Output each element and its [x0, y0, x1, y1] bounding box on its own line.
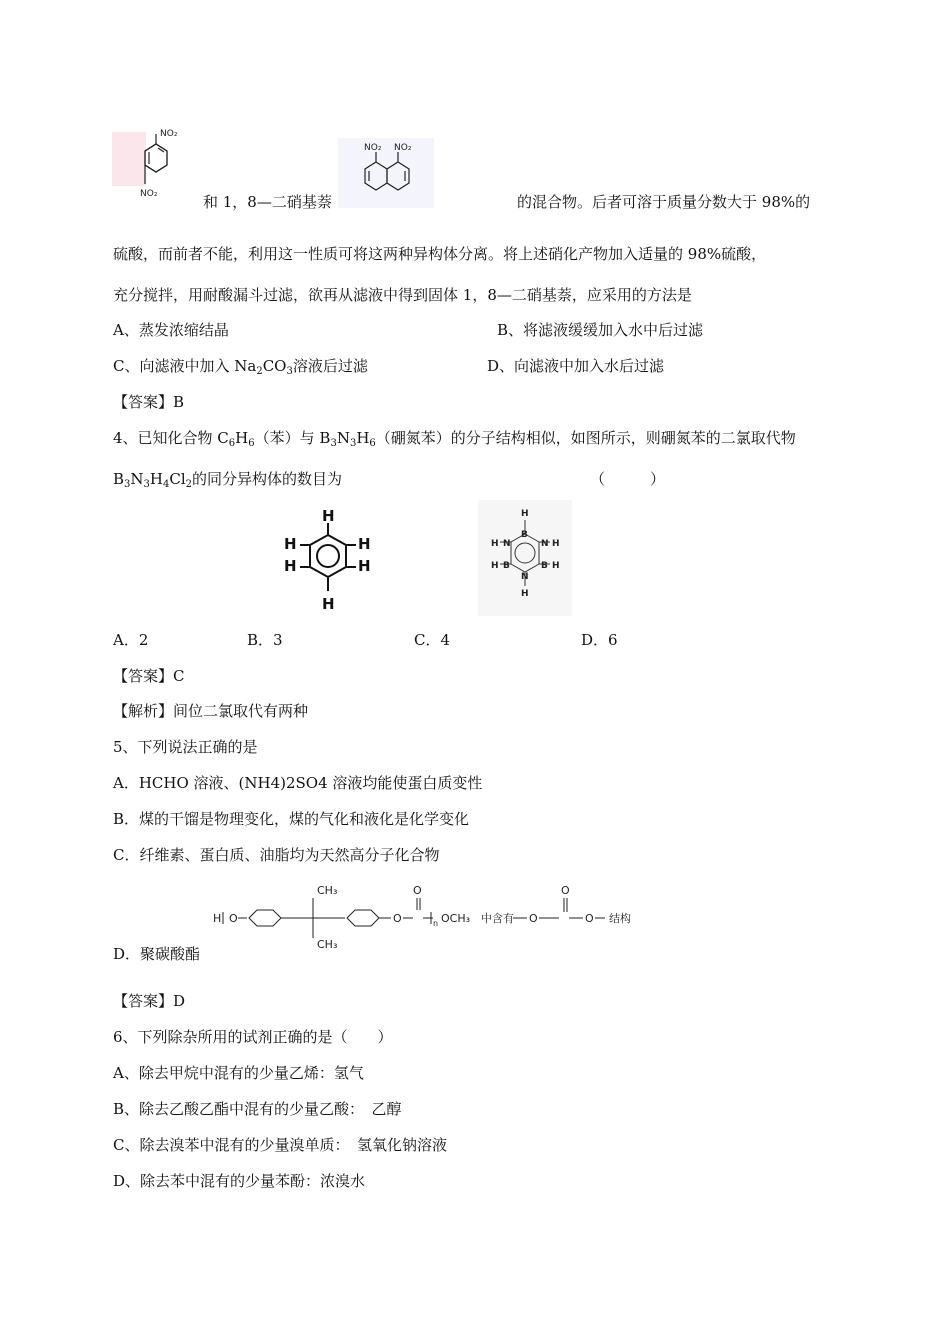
- q3-option-c: C、向滤液中加入 $Na_2CO_3$溶液后过滤: [113, 357, 368, 377]
- naphthalene-18-dinitro-structure: [338, 138, 434, 208]
- q4-analysis: 【解析】间位二氯取代有两种: [113, 702, 309, 720]
- svg-text:O: O: [561, 884, 570, 897]
- q5-option-a: A．HCHO 溶液、(NH4)2SO4 溶液均能使蛋白质变性: [113, 774, 483, 792]
- svg-text:N: N: [521, 572, 529, 582]
- svg-text:O: O: [229, 912, 238, 925]
- nitro-label-left: NO₂: [364, 143, 382, 153]
- nitro-label-right: NO₂: [394, 143, 412, 153]
- q3-option-d: D、向滤液中加入水后过滤: [487, 357, 665, 375]
- q6-option-b: B、除去乙酸乙酯中混有的少量乙酸： 乙醇: [113, 1100, 402, 1118]
- svg-text:H: H: [284, 535, 297, 553]
- q4-answer: 【答案】C: [113, 667, 185, 685]
- svg-text:H: H: [322, 507, 335, 525]
- q4-stem-line1: 4、已知化合物 $C_6H_6$（苯）与 $B_3N_3H_6$（硼氮苯）的分子结构相似，如图所示，则硼氮苯的二氯取代物: [113, 429, 796, 449]
- svg-text:H: H: [552, 561, 560, 571]
- q5-stem: 5、下列说法正确的是: [113, 738, 258, 756]
- q5-option-d: D．聚碳酸酯: [113, 945, 201, 963]
- svg-text:B: B: [541, 561, 548, 571]
- borazine-structure: [478, 500, 572, 616]
- svg-text:H: H: [358, 535, 371, 553]
- svg-text:O: O: [413, 884, 422, 897]
- svg-text:B: B: [521, 530, 528, 540]
- svg-text:O: O: [529, 912, 538, 925]
- q4-option-b: B．3: [247, 631, 283, 649]
- polycarbonate-structure: [213, 882, 645, 952]
- nitro-label-top: NO₂: [160, 129, 178, 139]
- svg-text:N: N: [541, 539, 549, 549]
- q3-line1-end: 的混合物。后者可溶于质量分数大于 98%的: [517, 193, 811, 211]
- svg-text:H: H: [284, 557, 297, 575]
- q3-option-a: A、蒸发浓缩结晶: [113, 321, 229, 339]
- svg-text:B: B: [503, 561, 510, 571]
- svg-text:结构: 结构: [609, 912, 631, 925]
- q5-option-b: B．煤的干馏是物理变化，煤的气化和液化是化学变化: [113, 810, 470, 828]
- naphthalene-15-dinitro-structure: [112, 124, 202, 208]
- svg-text:H: H: [358, 557, 371, 575]
- q3-line2: 硫酸，而前者不能，利用这一性质可将这两种异构体分离。将上述硝化产物加入适量的 98%硫酸，: [113, 245, 767, 263]
- svg-text:H: H: [322, 595, 335, 613]
- svg-text:n: n: [433, 919, 439, 928]
- q6-option-c: C、除去溴苯中混有的少量溴单质： 氢氧化钠溶液: [113, 1136, 447, 1154]
- svg-text:O: O: [393, 912, 402, 925]
- q6-option-a: A、除去甲烷中混有的少量乙烯：氢气: [113, 1064, 364, 1082]
- svg-text:H: H: [521, 589, 529, 599]
- q4-option-d: D．6: [581, 631, 618, 649]
- svg-text:O: O: [585, 912, 594, 925]
- q5-answer: 【答案】D: [113, 992, 186, 1010]
- q4-stem-line2: $B_3N_3H_4Cl_2$的同分异构体的数目为: [113, 470, 343, 490]
- svg-text:N: N: [503, 539, 511, 549]
- benzene-structure: [280, 505, 376, 617]
- svg-text:H: H: [521, 509, 529, 519]
- q6-stem: 6、下列除杂所用的试剂正确的是（ ）: [113, 1028, 393, 1046]
- svg-text:H: H: [213, 912, 222, 925]
- q3-line3: 充分搅拌，用耐酸漏斗过滤，欲再从滤液中得到固体 1，8—二硝基萘，应采用的方法是: [113, 286, 692, 304]
- svg-text:H: H: [552, 539, 560, 549]
- q3-option-b: B、将滤液缓缓加入水中后过滤: [497, 321, 704, 339]
- q4-answer-blank: （ ）: [590, 470, 666, 488]
- q3-answer: 【答案】B: [113, 393, 185, 411]
- svg-text:H: H: [491, 561, 499, 571]
- nitro-label-bottom: NO₂: [140, 189, 158, 199]
- q4-option-c: C．4: [414, 631, 451, 649]
- svg-text:OCH₃: OCH₃: [441, 912, 471, 925]
- q6-option-d: D、除去苯中混有的少量苯酚：浓溴水: [113, 1172, 366, 1190]
- svg-text:中含有: 中含有: [481, 912, 514, 925]
- svg-text:H: H: [491, 539, 499, 549]
- q5-option-c: C．纤维素、蛋白质、油脂均为天然高分子化合物: [113, 846, 440, 864]
- svg-text:CH₃: CH₃: [317, 884, 338, 897]
- q3-line1-mid: 和 1，8—二硝基萘: [203, 193, 332, 211]
- svg-text:CH₃: CH₃: [317, 938, 338, 951]
- q4-option-a: A．2: [113, 631, 149, 649]
